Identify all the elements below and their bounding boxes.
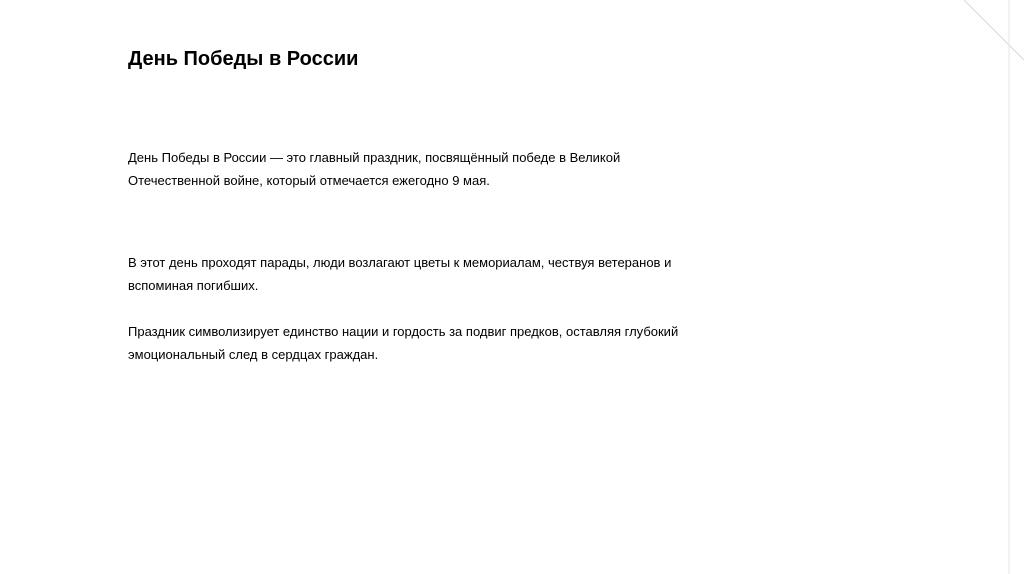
slide-title: День Победы в России (128, 48, 359, 70)
decorative-corner-lines (964, 0, 1024, 574)
paragraph-traditions: В этот день проходят парады, люди возлагают цветы к мемориалам, чествуя ветеранов и вспоминая погибших. (128, 255, 672, 293)
paragraph-intro: День Победы в России — это главный праздник, посвящённый победе в Великой Отечественной войне, который отмечается ежегодно 9 мая. (128, 150, 621, 188)
paragraph-meaning: Праздник символизирует единство нации и гордость за подвиг предков, оставляя глубокий эмоциональный след в сердцах граждан. (128, 324, 679, 362)
